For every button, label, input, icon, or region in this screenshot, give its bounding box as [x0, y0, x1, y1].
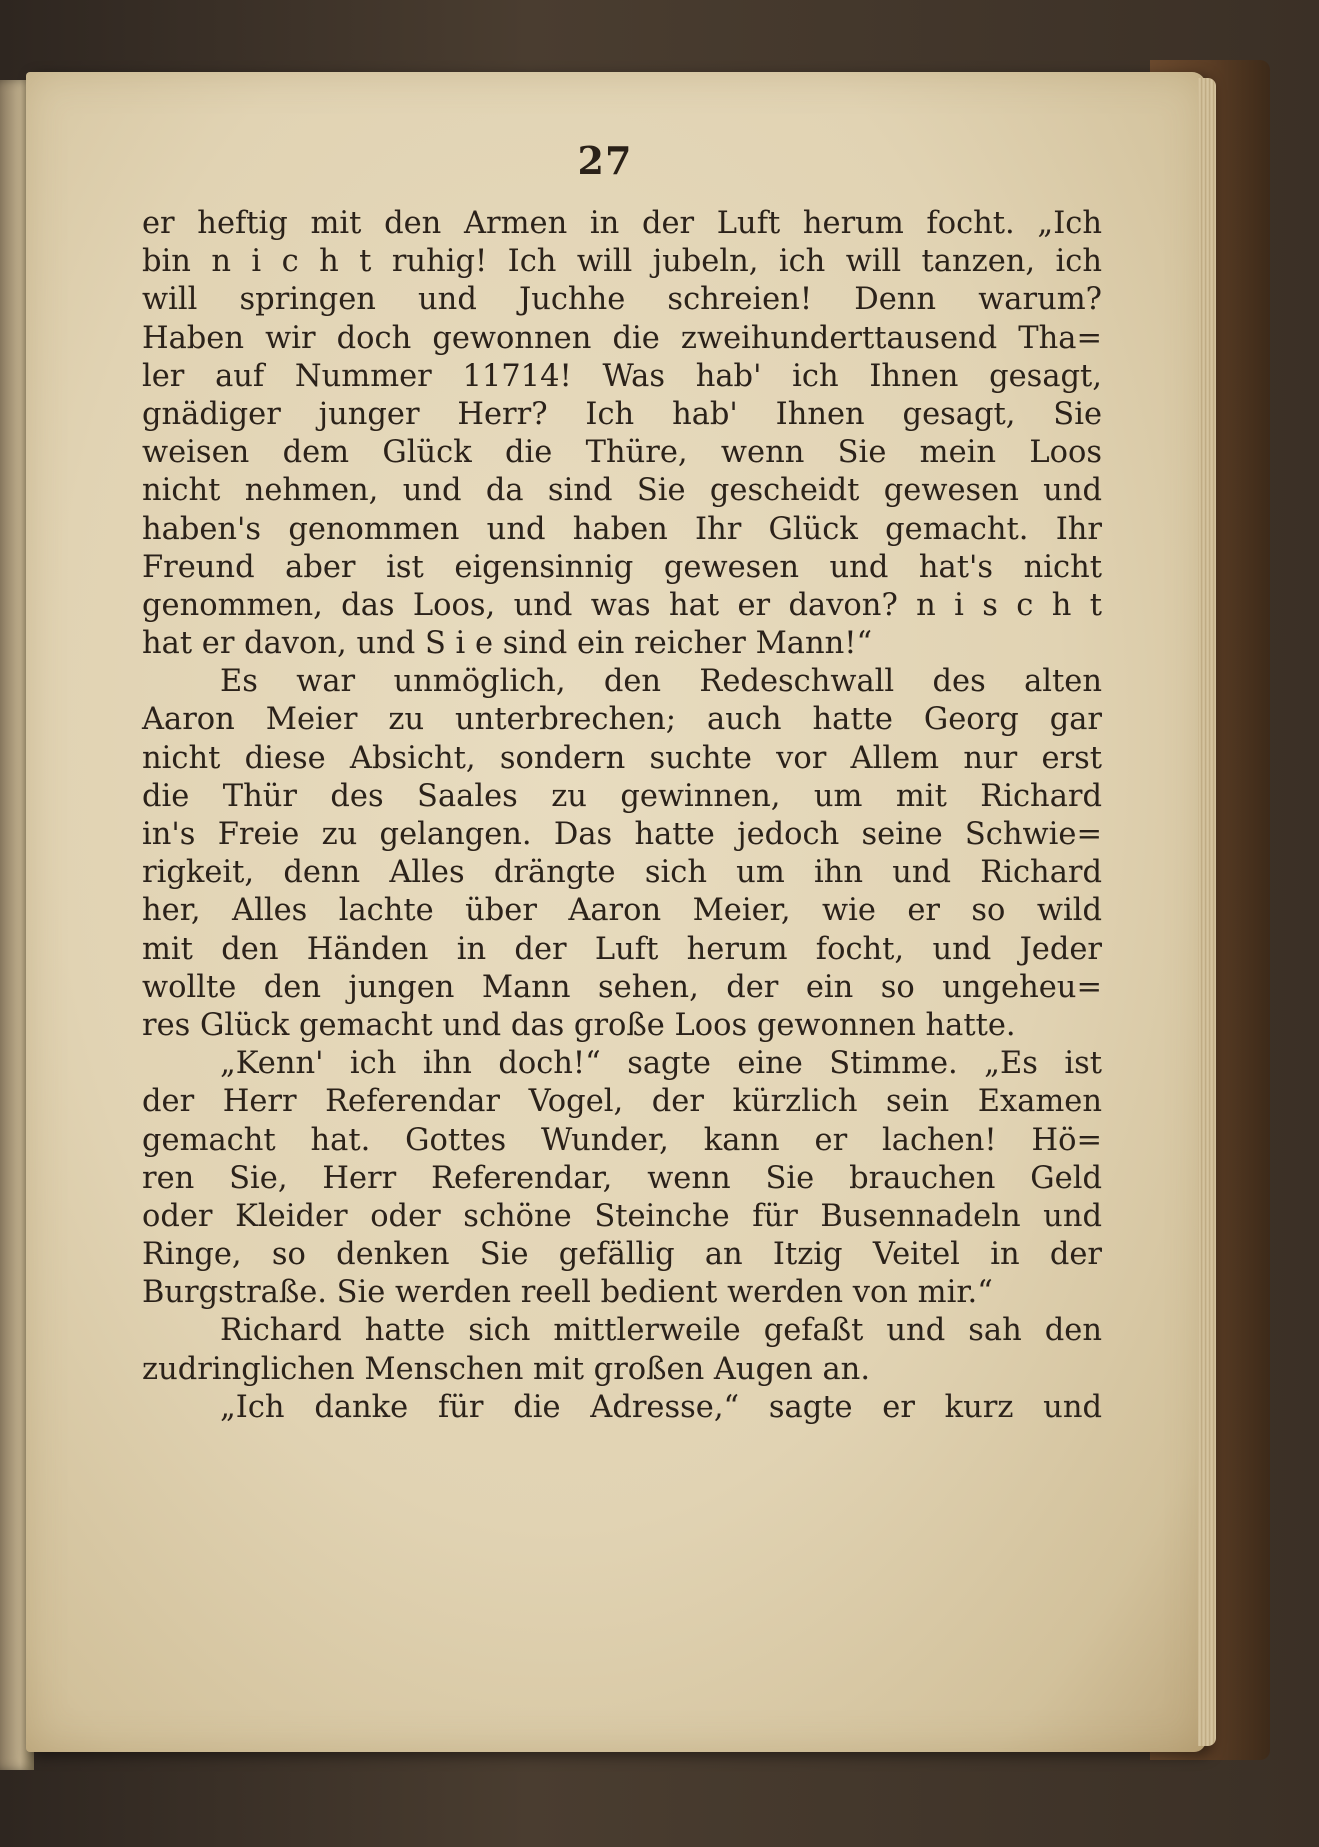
text-line: ler auf Nummer 11714! Was hab' ich Ihnen gesagt,	[142, 358, 1102, 394]
text-line: Aaron Meier zu unterbrechen; auch hatte Georg gar	[142, 702, 1102, 738]
text-line: ren Sie, Herr Referendar, wenn Sie brauchen Geld	[142, 1160, 1102, 1196]
page-number: 27	[577, 138, 633, 183]
body-text	[142, 205, 1102, 1427]
text-line: hat er davon, und S i e sind ein reicher Mann!“	[142, 626, 873, 662]
text-line: er heftig mit den Armen in der Luft herum focht. „Ich	[142, 206, 1102, 241]
text-line: haben's genommen und haben Ihr Glück gemacht. Ihr	[142, 511, 1102, 547]
text-line: die Thür des Saales zu gewinnen, um mit Richard	[142, 778, 1102, 814]
text-line: rigkeit, denn Alles drängte sich um ihn und Richard	[142, 855, 1102, 891]
text-line: Burgstraße. Sie werden reell bedient werden von mir.“	[142, 1275, 993, 1311]
text-line: „Kenn' ich ihn doch!“ sagte eine Stimme. „Es ist	[220, 1046, 1102, 1082]
text-line: „Ich danke für die Adresse,“ sagte er kurz und	[220, 1389, 1102, 1425]
text-line: mit den Händen in der Luft herum focht, und Jeder	[142, 931, 1102, 967]
text-line: zudringlichen Menschen mit großen Augen an.	[142, 1351, 871, 1387]
text-line: her, Alles lachte über Aaron Meier, wie er so wild	[142, 893, 1102, 929]
text-line: will springen und Juchhe schreien! Denn warum?	[142, 282, 1102, 318]
text-line: der Herr Referendar Vogel, der kürzlich sein Examen	[142, 1084, 1102, 1120]
text-line: oder Kleider oder schöne Steinche für Busennadeln und	[142, 1198, 1102, 1234]
text-line: Freund aber ist eigensinnig gewesen und hat's nicht	[142, 549, 1102, 585]
text-line: Richard hatte sich mittlerweile gefaßt und sah den	[220, 1313, 1102, 1349]
text-line: Haben wir doch gewonnen die zweihunderttausend Tha=	[142, 320, 1102, 356]
text-line: gemacht hat. Gottes Wunder, kann er lachen! Hö=	[142, 1122, 1102, 1158]
text-line: weisen dem Glück die Thüre, wenn Sie mein Loos	[142, 435, 1102, 471]
text-line: res Glück gemacht und das große Loos gewonnen hatte.	[142, 1007, 1016, 1043]
text-line: Es war unmöglich, den Redeschwall des alten	[220, 664, 1102, 700]
text-line: in's Freie zu gelangen. Das hatte jedoch seine Schwie=	[142, 817, 1102, 852]
text-line: gnädiger junger Herr? Ich hab' Ihnen gesagt, Sie	[142, 396, 1102, 432]
text-line: nicht nehmen, und da sind Sie gescheidt gewesen und	[142, 473, 1102, 509]
text-line: nicht diese Absicht, sondern suchte vor Allem nur erst	[142, 740, 1102, 776]
text-line: wollte den jungen Mann sehen, der ein so ungeheu=	[142, 969, 1102, 1005]
page-stack-edge	[1198, 78, 1216, 1746]
text-line: bin n i c h t ruhig! Ich will jubeln, ich will tanzen, ich	[142, 244, 1102, 280]
text-line: Ringe, so denken Sie gefällig an Itzig Veitel in der	[142, 1237, 1102, 1273]
text-line: genommen, das Loos, und was hat er davon? n i s c h t	[142, 587, 1102, 623]
